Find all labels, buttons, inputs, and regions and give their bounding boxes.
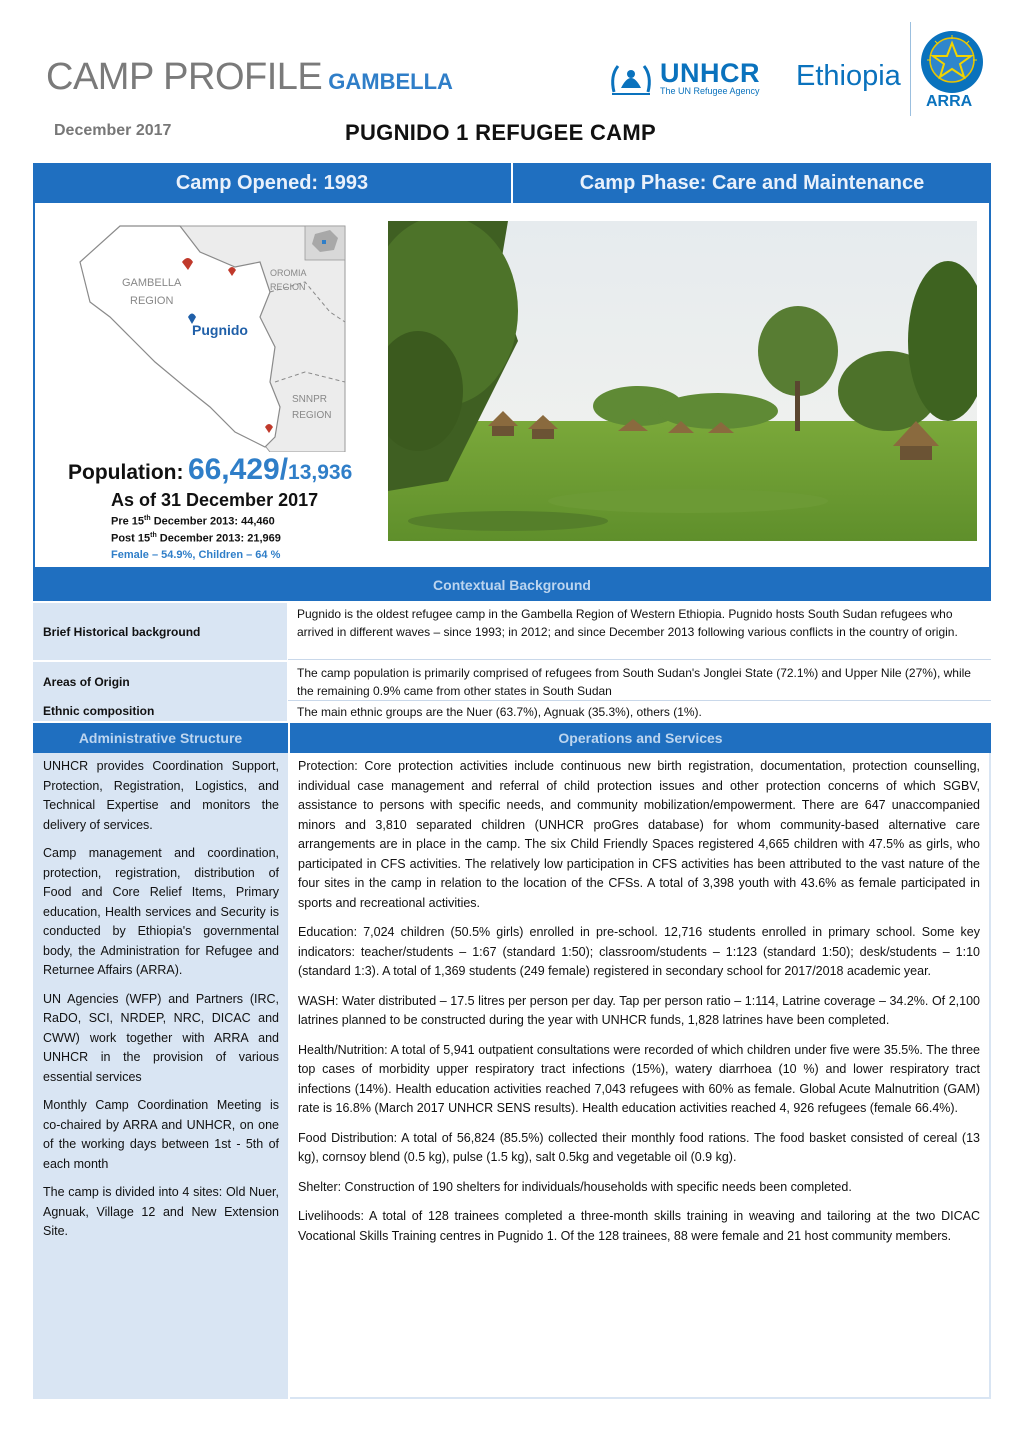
operations-services-heading: Operations and Services <box>290 723 991 753</box>
population-demographics: Female – 54.9%, Children – 64 % <box>111 549 281 561</box>
population-pre-2013 <box>111 515 275 528</box>
report-date: December 2017 <box>54 122 172 139</box>
map-label-snnpr-region: REGION <box>292 410 332 421</box>
context-row <box>33 701 991 721</box>
operations-services-column <box>290 753 991 1399</box>
camp-opened: Camp Opened: 1993 <box>33 163 513 203</box>
unhcr-logo <box>608 58 760 98</box>
arra-emblem-icon <box>918 30 986 94</box>
population-individuals: 66,429/ <box>187 453 289 486</box>
administrative-structure-heading: Administrative Structure <box>33 723 288 753</box>
population-households: 13,936 <box>288 461 353 484</box>
admin-paragraph: The camp is divided into 4 sites: Old Nuer, Agnuak, Village 12 and New Extension Site. <box>43 1185 279 1238</box>
post-sup: th <box>150 532 157 539</box>
contextual-background-heading: Contextual Background <box>33 569 991 601</box>
admin-paragraph: UN Agencies (WFP) and Partners (IRC, RaDO, SCI, NRDEP, NRC, DICAC and CWW) work together with ARRA and UNHCR in the provision of various essential services <box>43 991 279 1084</box>
location-map <box>60 222 350 452</box>
map-label-gambella-region: REGION <box>130 295 174 307</box>
camp-info-banner <box>33 163 991 203</box>
context-row <box>33 662 991 701</box>
food-paragraph: Food Distribution: A total of 56,824 (85.5%) collected their monthly food rations. The food basket consisted of cereal (13 kg), cornsoy blend (0.5 kg), pulse (1.5 kg), salt 0.5kg and vegetable oil (0.9 kg). <box>298 1130 980 1164</box>
context-row-value: The main ethnic groups are the Nuer (63.7%), Agnuak (35.3%), others (1%). <box>288 701 991 721</box>
health-paragraph: Health/Nutrition: A total of 5,941 outpatient consultations were recorded of which children under five were 35.5%. The three top cases of morbidity upper respiratory tract infections (15%), watery diarrhoea (10 %) and lower respiratory tract infections (14%). Health education activities reached 7,043 refugees with 60% as female. Global Acute Malnutrition (GAM) rate is 16.8% (March 2017 UNHCR SENS results). Health education activities reached 4, 926 refugees (female 66.4%). <box>298 1042 980 1115</box>
context-row <box>33 603 991 660</box>
camp-photo <box>388 221 977 541</box>
map-label-oromia-region: REGION <box>270 282 306 292</box>
population-post-2013 <box>111 532 281 545</box>
admin-paragraph: Monthly Camp Coordination Meeting is co-chaired by ARRA and UNHCR, on one of the working days between 1st - 5th of each month <box>43 1098 279 1171</box>
pre-suffix: December 2013: 44,460 <box>150 515 275 528</box>
context-row-label: Areas of Origin <box>33 662 288 701</box>
admin-paragraph: Camp management and coordination, protection, registration, distribution of Food and Core Relief Items, Primary education, Health services and Security is conducted by Ethiopia's governmental body, the Administration for Refugee and Returnee Affairs (ARRA). <box>43 846 279 977</box>
shelter-paragraph: Shelter: Construction of 190 shelters for individuals/households with specific needs been completed. <box>298 1179 852 1194</box>
camp-phase: Camp Phase: Care and Maintenance <box>579 171 925 194</box>
context-row-value: Pugnido is the oldest refugee camp in the Gambella Region of Western Ethiopia. Pugnido hosts South Sudan refugees who arrived in different waves – since 1993; in 2012; and since December 2013 following various conflicts in the country of origin. <box>288 603 991 660</box>
arra-label: ARRA <box>926 93 973 110</box>
context-row-value: The camp population is primarily comprised of refugees from South Sudan's Jonglei State (72.1%) and Upper Nile (27%), while the remaining 0.9% came from other states in South Sudan <box>288 662 991 701</box>
unhcr-wordmark: UNHCR <box>660 58 760 88</box>
pre-sup: th <box>144 515 151 522</box>
camp-name-heading: PUGNIDO 1 REFUGEE CAMP <box>345 120 656 145</box>
map-label-gambella: GAMBELLA <box>122 277 182 289</box>
protection-paragraph: Protection: Core protection activities include continuous new birth registration, documentation, protection counselling, individual case management and referral of child protection issues and other protection concerns of which SGBV, assistance to persons with specific needs, and community mobilization/empowerment. There are 647 unaccompanied minors and 3,810 separated children (UNHCR proGres database) for whom community-based alternative care arrangements are in place in the camp. The six Child Friendly Spaces registered 4,665 children with 47.5% as girls, who participated in CFS activities. The relatively low participation in CFS activities has been attributed to the vast nature of the four sites in the camp in relation to the location of the CFSs. A total of 3,398 youth with 43.6% as female participated in sports and recreational activities. <box>298 759 980 910</box>
education-paragraph: Education: 7,024 children (50.5% girls) enrolled in pre-school. 12,716 students enrolled in primary school. Some key indicators: teacher/students – 1:67 (standard 1:50); classroom/students – 1:123 (standard 1:50); desk/students – 1:10 (standard 1:3). A total of 1,369 students (249 female) registered in secondary school for 2017/2018 academic year. <box>298 925 980 978</box>
population-label: Population: <box>68 461 184 484</box>
logo-divider <box>910 22 911 116</box>
page-title <box>46 56 453 99</box>
unhcr-tagline: The UN Refugee Agency <box>660 86 760 96</box>
livelihoods-paragraph: Livelihoods: A total of 128 trainees completed a three-month skills training in weaving and tailoring at the two DICAC Vocational Skills Training centres in Pugnido 1. Of the 128 trainees, 88 were female and 21 host community members. <box>298 1209 980 1243</box>
population-as-of: As of 31 December 2017 <box>111 490 319 510</box>
page-title-text: CAMP PROFILE <box>46 56 323 98</box>
unhcr-emblem-icon <box>608 58 654 98</box>
region-label: GAMBELLA <box>328 69 453 94</box>
context-row-label: Brief Historical background <box>33 603 288 660</box>
map-label-snnpr: SNNPR <box>292 394 328 405</box>
admin-paragraph: UNHCR provides Coordination Support, Protection, Registration, Logistics, and Technical Expertise and monitors the delivery of services. <box>43 759 279 832</box>
population-line <box>68 453 352 487</box>
map-label-oromia: OROMIA <box>270 268 307 278</box>
map-label-pugnido: Pugnido <box>192 322 248 338</box>
wash-paragraph: WASH: Water distributed – 17.5 litres per person per day. Tap per person ratio – 1:114, Latrine coverage – 34.2%. Of 2,100 latrines planned to be constructed during the year with UNHCR funds, 1,828 latrines have been completed. <box>298 993 980 1027</box>
pre-prefix: Pre 15 <box>111 515 145 528</box>
administrative-structure-column <box>33 753 288 1399</box>
post-prefix: Post 15 <box>111 532 151 545</box>
ethiopia-label: Ethiopia <box>796 60 901 92</box>
context-row-label: Ethnic composition <box>33 701 288 721</box>
post-suffix: December 2013: 21,969 <box>156 532 281 545</box>
